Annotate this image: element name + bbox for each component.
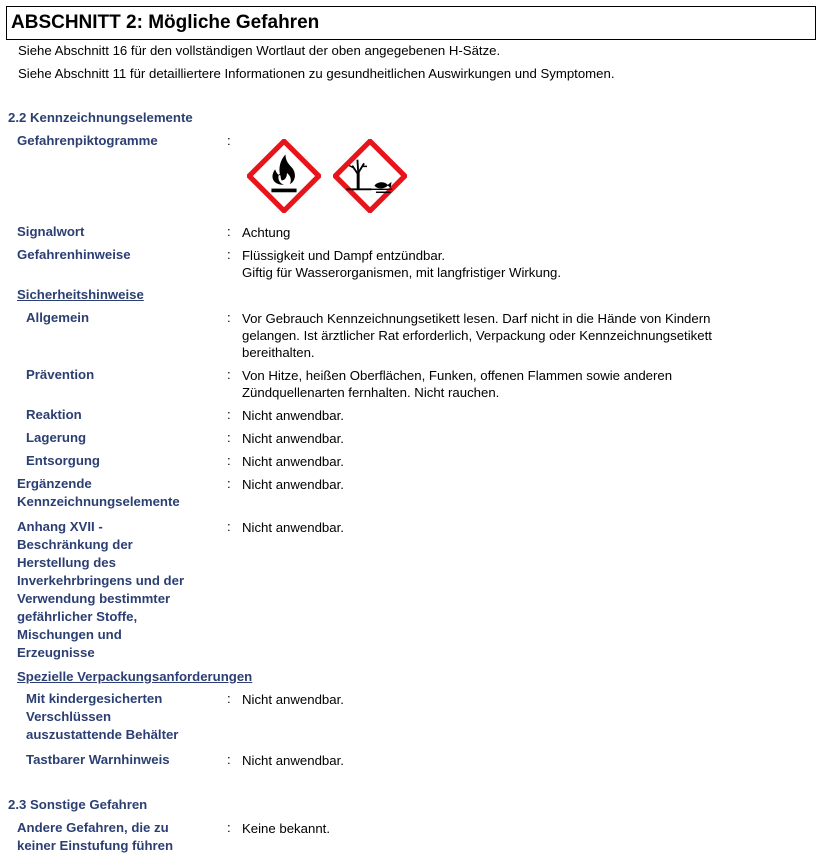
other-hazards-label-line: keiner Einstufung führen [17, 838, 174, 853]
colon: : [227, 519, 231, 534]
colon: : [227, 691, 231, 706]
disposal-value: Nicht anwendbar. [242, 454, 344, 469]
colon: : [227, 820, 231, 835]
supplemental-label-line: Ergänzende [17, 476, 92, 491]
general-line: Vor Gebrauch Kennzeichnungsetikett lesen. Darf nicht in die Hände von Kindern [242, 311, 711, 326]
precautionary-statements-heading: Sicherheitshinweise [17, 287, 144, 302]
disposal-label: Entsorgung [26, 453, 100, 468]
tactile-warning-value: Nicht anwendbar. [242, 753, 344, 768]
hazard-statements-label: Gefahrenhinweise [17, 247, 131, 262]
subsection-heading-other-hazards: 2.3 Sonstige Gefahren [8, 797, 148, 812]
general-value [242, 310, 802, 361]
other-hazards-value: Keine bekannt. [242, 821, 330, 836]
annex-label-line: Erzeugnisse [17, 645, 95, 660]
general-line: bereithalten. [242, 345, 315, 360]
colon: : [227, 310, 231, 325]
supplemental-label-line: Kennzeichnungselemente [17, 494, 180, 509]
intro-line-2: Siehe Abschnitt 11 für detailliertere Informationen zu gesundheitlichen Auswirkungen und Symptomen. [18, 66, 615, 81]
subsection-heading-labeling: 2.2 Kennzeichnungselemente [8, 110, 193, 125]
signal-word-value: Achtung [242, 225, 291, 240]
annex-label-line: gefährlicher Stoffe, [17, 609, 138, 624]
flame-icon [247, 139, 321, 213]
section-title: ABSCHNITT 2: Mögliche Gefahren [6, 6, 816, 40]
tactile-warning-label: Tastbarer Warnhinweis [26, 752, 170, 767]
child-resistant-value: Nicht anwendbar. [242, 692, 344, 707]
annex-label-line: Beschränkung der [17, 537, 133, 552]
annex-label-line: Anhang XVII - [17, 519, 103, 534]
child-resistant-label-line: auszustattende Behälter [26, 727, 179, 742]
annex-label-line: Verwendung bestimmter [17, 591, 171, 606]
storage-label: Lagerung [26, 430, 87, 445]
general-label: Allgemein [26, 310, 90, 325]
packaging-requirements-heading: Spezielle Verpackungsanforderungen [17, 669, 253, 684]
annex-label-line: Inverkehrbringens und der [17, 573, 185, 588]
other-hazards-label [17, 819, 173, 855]
child-resistant-label [26, 690, 178, 744]
prevention-line: Von Hitze, heißen Oberflächen, Funken, offenen Flammen sowie anderen [242, 368, 673, 383]
hazard-statement: Giftig für Wasserorganismen, mit langfristiger Wirkung. [242, 265, 562, 280]
annex-xvii-value: Nicht anwendbar. [242, 520, 344, 535]
child-resistant-label-line: Mit kindergesicherten [26, 691, 163, 706]
colon: : [227, 752, 231, 767]
environment-icon [333, 139, 407, 213]
storage-value: Nicht anwendbar. [242, 431, 344, 446]
reaction-label: Reaktion [26, 407, 82, 422]
annex-xvii-label [17, 518, 184, 662]
colon: : [227, 476, 231, 491]
colon: : [227, 453, 231, 468]
colon: : [227, 367, 231, 382]
child-resistant-label-line: Verschlüssen [26, 709, 112, 724]
prevention-label: Prävention [26, 367, 95, 382]
supplemental-value: Nicht anwendbar. [242, 477, 344, 492]
general-line: gelangen. Ist ärztlicher Rat erforderlich, Verpackung oder Kennzeichnungsetikett [242, 328, 712, 343]
supplemental-label [17, 475, 180, 511]
hazard-statements-value [242, 247, 802, 281]
prevention-value [242, 367, 802, 401]
reaction-value: Nicht anwendbar. [242, 408, 344, 423]
intro-line-1: Siehe Abschnitt 16 für den vollständigen Wortlaut der oben angegebenen H-Sätze. [18, 43, 501, 58]
hazard-statement: Flüssigkeit und Dampf entzündbar. [242, 248, 446, 263]
colon: : [227, 224, 231, 239]
other-hazards-label-line: Andere Gefahren, die zu [17, 820, 169, 835]
colon: : [227, 133, 231, 148]
colon: : [227, 247, 231, 262]
annex-label-line: Mischungen und [17, 627, 122, 642]
pictograms-label: Gefahrenpiktogramme [17, 133, 158, 148]
colon: : [227, 407, 231, 422]
prevention-line: Zündquellenarten fernhalten. Nicht rauchen. [242, 385, 500, 400]
colon: : [227, 430, 231, 445]
annex-label-line: Herstellung des [17, 555, 116, 570]
signal-word-label: Signalwort [17, 224, 85, 239]
